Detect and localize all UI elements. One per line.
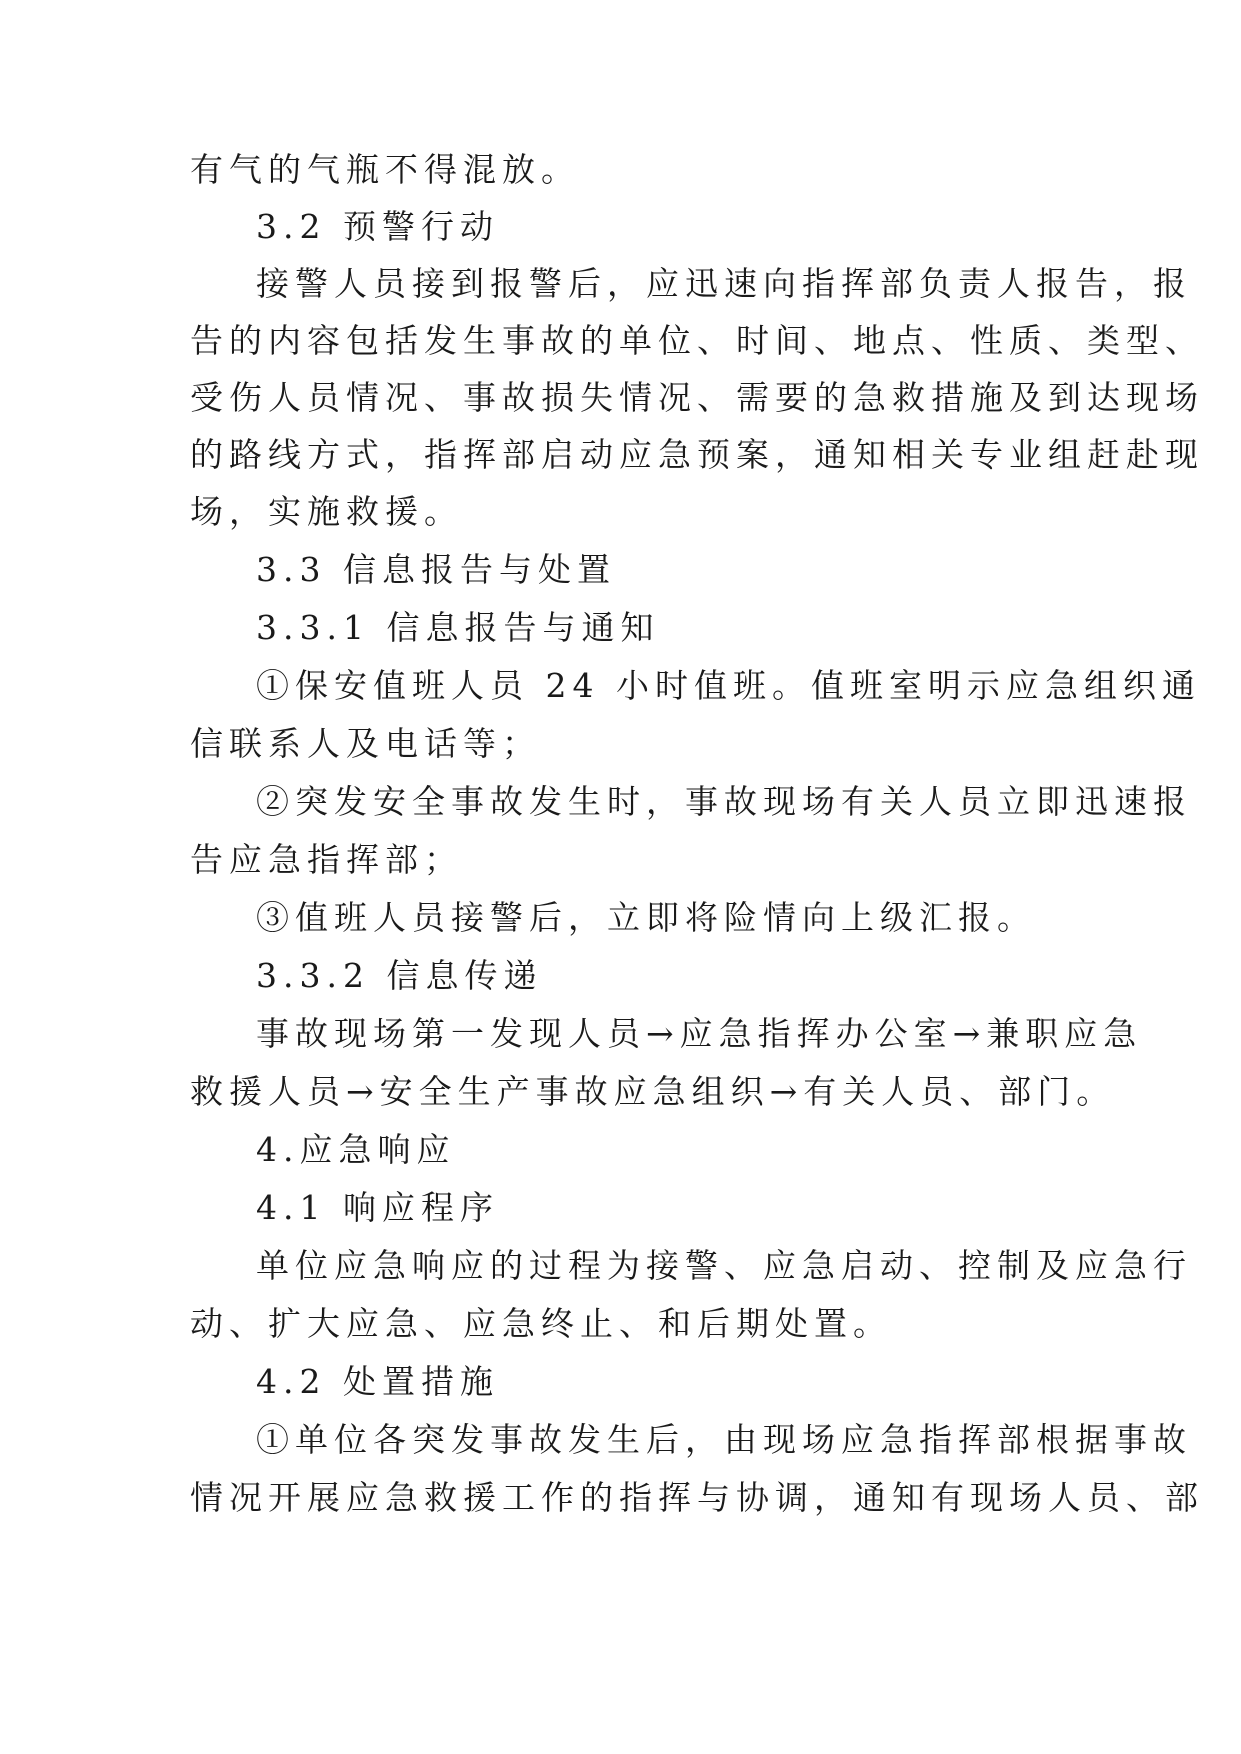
- paragraph-line: ③值班人员接警后，立即将险情向上级汇报。: [256, 898, 1036, 937]
- paragraph-line: 情况开展应急救援工作的指挥与协调，通知有现场人员、部: [190, 1478, 1204, 1517]
- paragraph-line: 接警人员接到报警后，应迅速向指挥部负责人报告，报: [256, 264, 1192, 303]
- paragraph-line: 场，实施救援。: [190, 492, 463, 531]
- paragraph-line: ①单位各突发事故发生后，由现场应急指挥部根据事故: [256, 1420, 1192, 1459]
- section-heading: 3.3 信息报告与处置: [256, 550, 616, 589]
- paragraph-line: 动、扩大应急、应急终止、和后期处置。: [190, 1304, 892, 1343]
- subsection-heading: 3.3.1 信息报告与通知: [256, 608, 660, 647]
- section-heading: 4.2 处置措施: [256, 1362, 499, 1401]
- section-heading: 3.2 预警行动: [256, 207, 499, 246]
- paragraph-line: 事故现场第一发现人员→应急指挥办公室→兼职应急: [256, 1014, 1143, 1053]
- paragraph-line: ②突发安全事故发生时，事故现场有关人员立即迅速报: [256, 782, 1192, 821]
- paragraph-line: 单位应急响应的过程为接警、应急启动、控制及应急行: [256, 1246, 1192, 1285]
- section-heading: 4.1 响应程序: [256, 1188, 499, 1227]
- chapter-heading: 4.应急响应: [256, 1130, 456, 1169]
- paragraph-line: 有气的气瓶不得混放。: [190, 150, 580, 189]
- paragraph-line: 受伤人员情况、事故损失情况、需要的急救措施及到达现场: [190, 378, 1204, 417]
- paragraph-line: 的路线方式，指挥部启动应急预案，通知相关专业组赶赴现: [190, 435, 1204, 474]
- subsection-heading: 3.3.2 信息传递: [256, 956, 543, 995]
- paragraph-line: 救援人员→安全生产事故应急组织→有关人员、部门。: [190, 1072, 1116, 1111]
- paragraph-line: 告的内容包括发生事故的单位、时间、地点、性质、类型、: [190, 321, 1204, 360]
- paragraph-line: 信联系人及电话等；: [190, 724, 541, 763]
- paragraph-line: 告应急指挥部；: [190, 840, 463, 879]
- paragraph-line: ①保安值班人员 24 小时值班。值班室明示应急组织通: [256, 666, 1201, 705]
